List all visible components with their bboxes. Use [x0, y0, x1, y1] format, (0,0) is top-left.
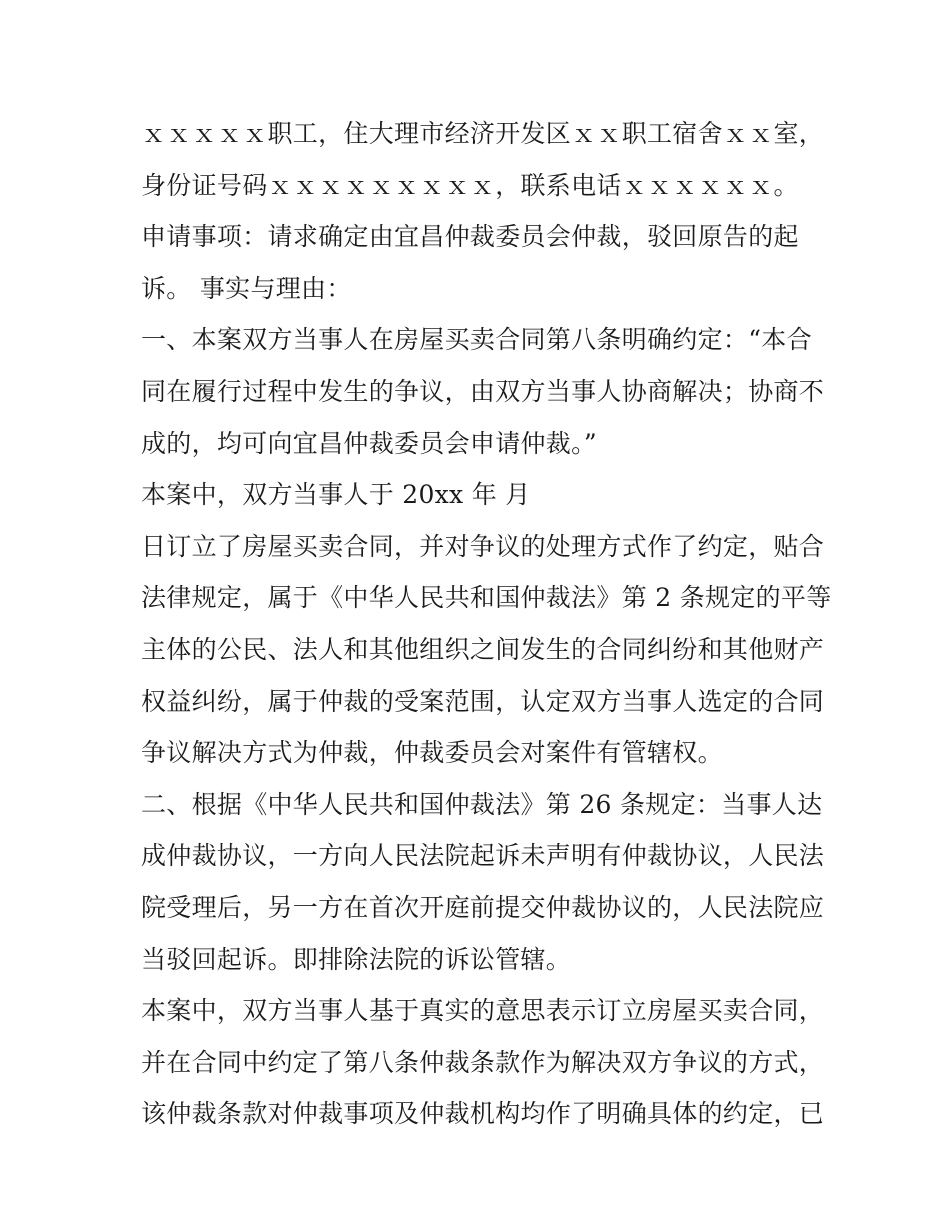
- text-line: 同在履行过程中发生的争议，由双方当事人协商解决；协商不: [141, 376, 825, 406]
- text-line: 申请事项：请求确定由宜昌仲裁委员会仲裁，驳回原告的起: [141, 222, 799, 252]
- text-line: 身份证号码ｘｘｘｘｘｘｘｘｘ，联系电话ｘｘｘｘｘｘ。: [141, 170, 799, 200]
- text-line: 二、根据《中华人民共和国仲裁法》第 26 条规定：当事人达: [141, 789, 823, 819]
- text-line: 主体的公民、法人和其他组织之间发生的合同纠纷和其他财产: [141, 634, 825, 664]
- text-line: 成仲裁协议，一方向人民法院起诉未声明有仲裁协议，人民法: [141, 841, 825, 871]
- text-line: 诉。 事实与理由：: [141, 273, 352, 303]
- text-line: 当驳回起诉。即排除法院的诉讼管辖。: [141, 944, 572, 974]
- text-line: 一、本案双方当事人在房屋买卖合同第八条明确约定：“本合: [141, 325, 812, 355]
- text-line: 本案中，双方当事人基于真实的意思表示订立房屋买卖合同，: [141, 996, 825, 1026]
- text-line: 成的，均可向宜昌仲裁委员会申请仲裁。”: [141, 428, 597, 458]
- text-line: 该仲裁条款对仲裁事项及仲裁机构均作了明确具体的约定，已: [141, 1099, 825, 1129]
- document-body: [141, 108, 832, 1140]
- text-line: 院受理后，另一方在首次开庭前提交仲裁协议的，人民法院应: [141, 892, 825, 922]
- text-line: 权益纠纷，属于仲裁的受案范围，认定双方当事人选定的合同: [141, 686, 825, 716]
- text-line: 并在合同中约定了第八条仲裁条款作为解决双方争议的方式，: [141, 1047, 825, 1077]
- text-line: 日订立了房屋买卖合同，并对争议的处理方式作了约定，贴合: [141, 531, 825, 561]
- text-line: 法律规定，属于《中华人民共和国仲裁法》第 2 条规定的平等: [141, 583, 832, 613]
- text-line: 本案中，双方当事人于 20xx 年 月: [141, 480, 531, 510]
- text-line: 争议解决方式为仲裁，仲裁委员会对案件有管辖权。: [141, 738, 723, 768]
- text-line: ｘｘｘｘｘ职工，住大理市经济开发区ｘｘ职工宿舍ｘｘ室，: [141, 119, 825, 148]
